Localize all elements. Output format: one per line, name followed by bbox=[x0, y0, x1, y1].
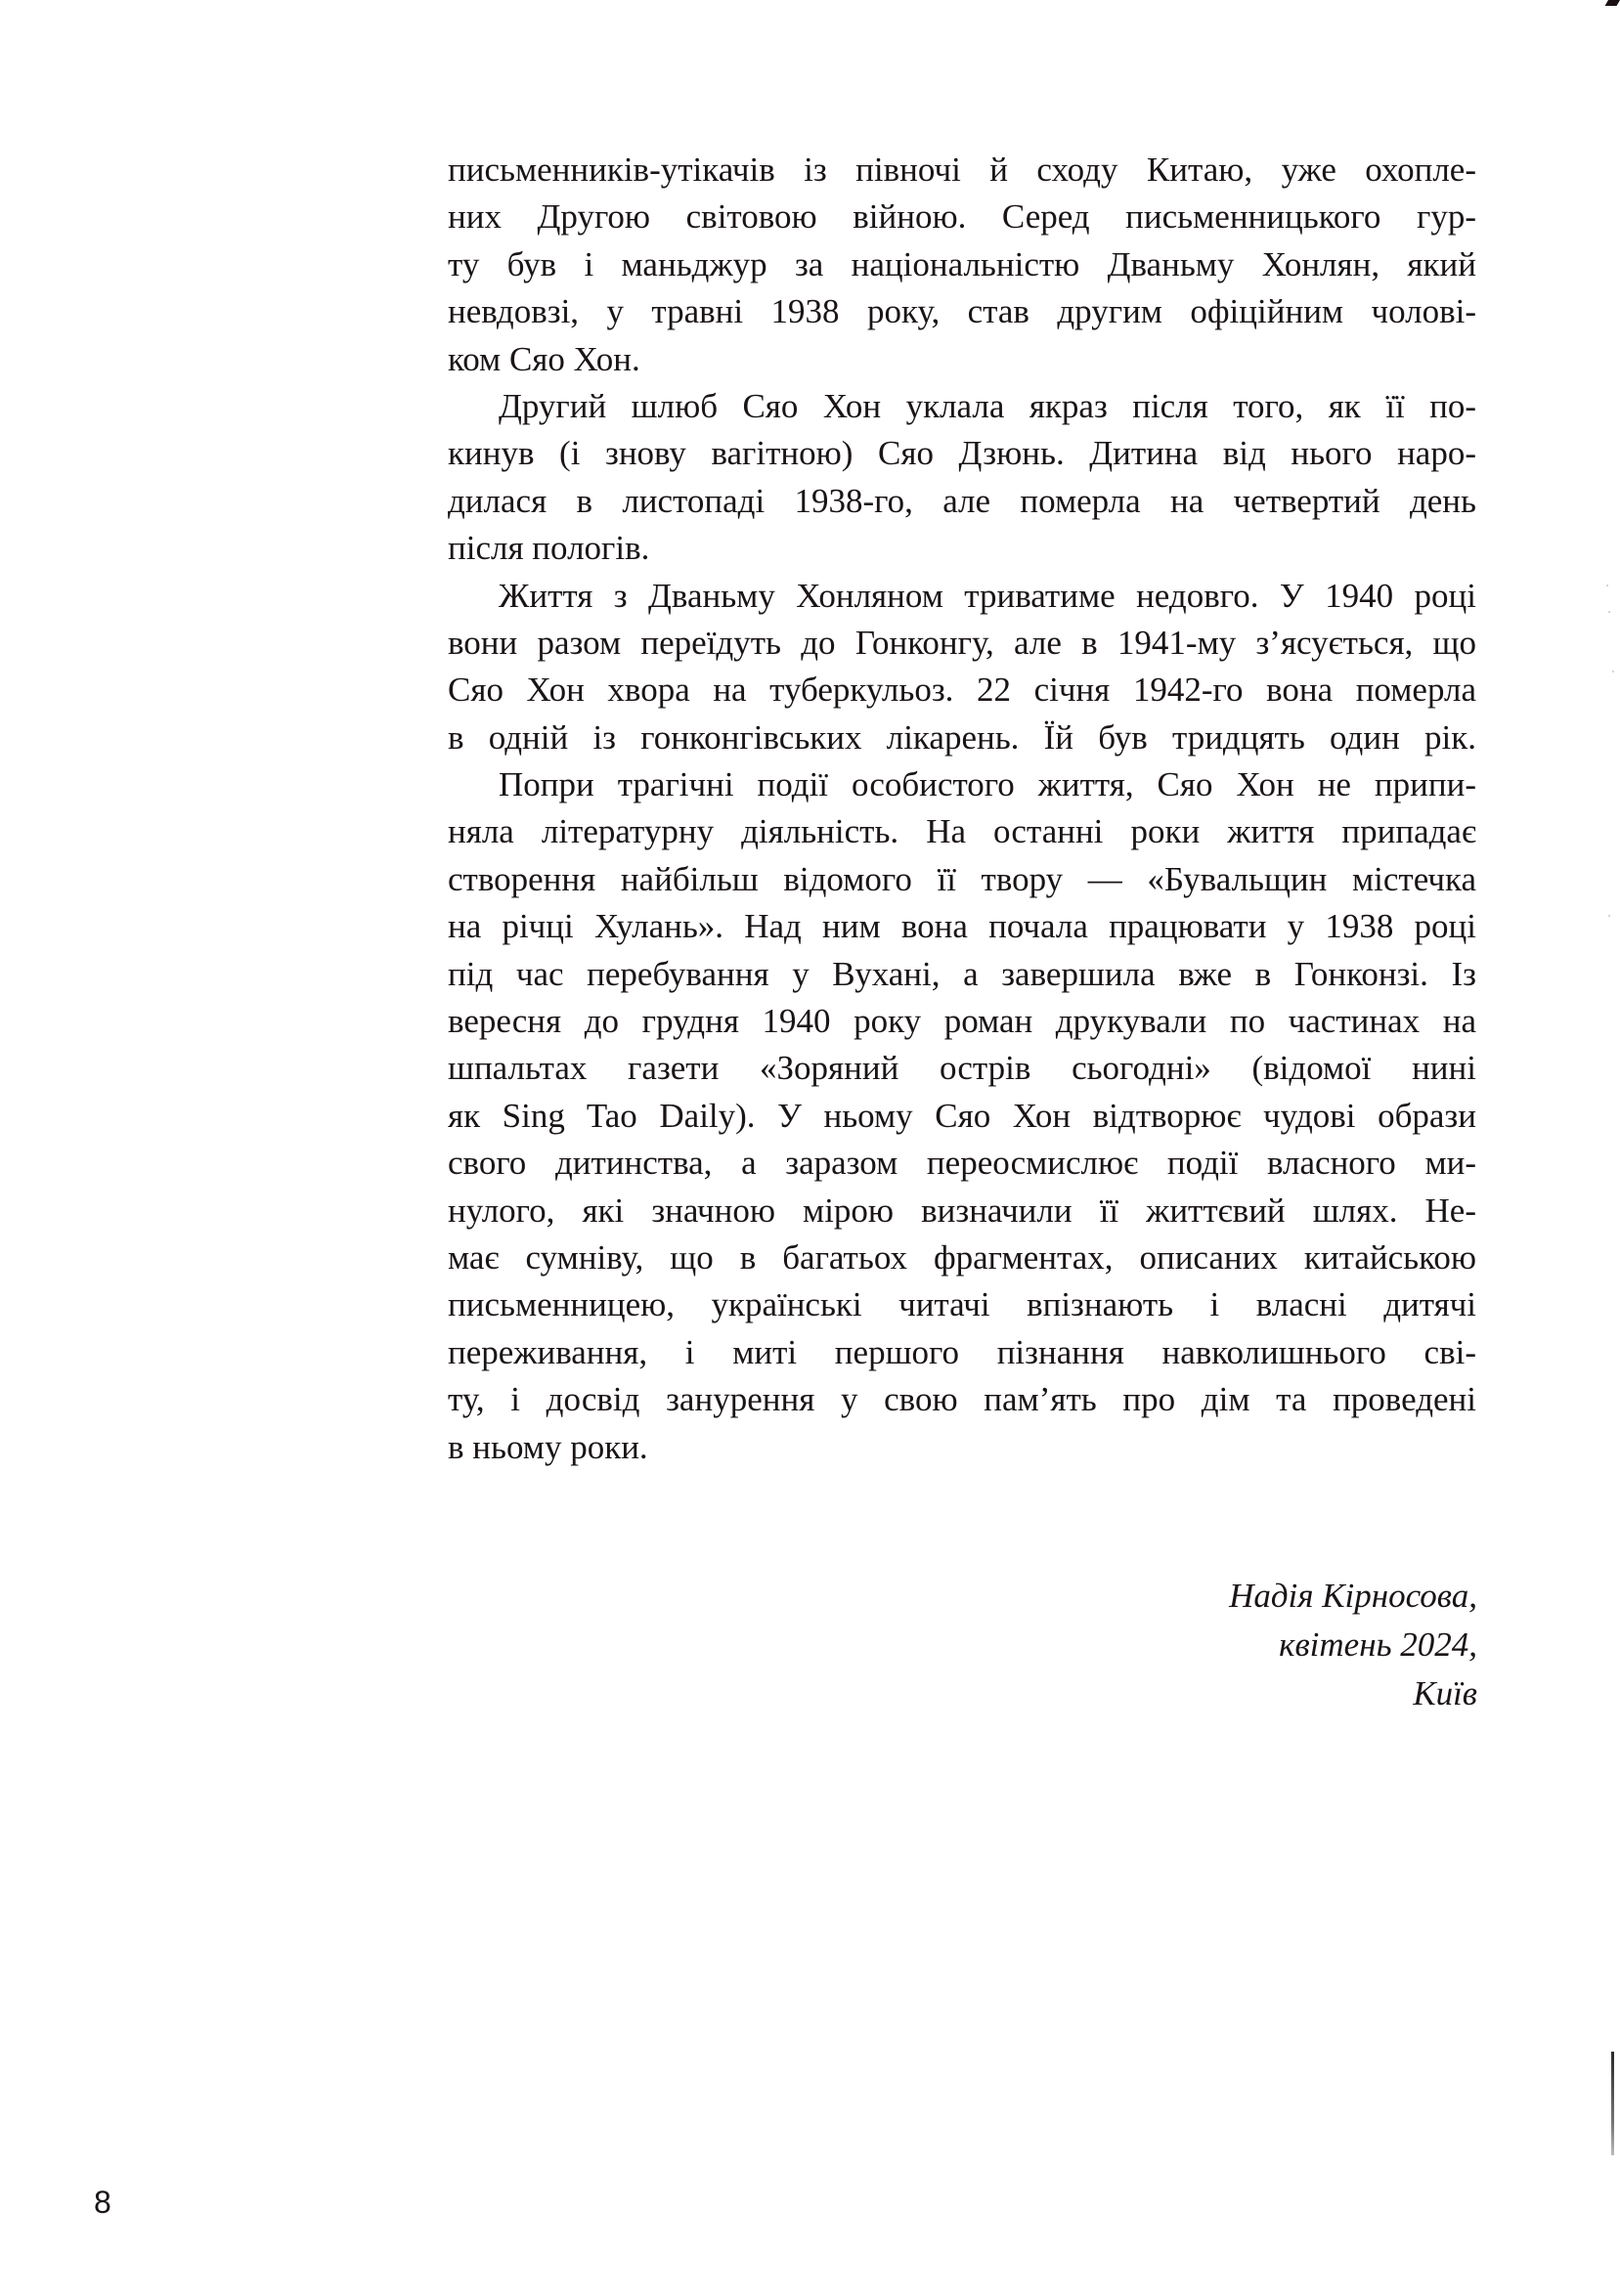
text-line bbox=[448, 761, 1476, 808]
text-line bbox=[448, 1045, 1476, 1092]
text-line bbox=[448, 903, 1476, 950]
text-line-content: ком Сяо Хон. bbox=[448, 339, 640, 378]
body-text bbox=[448, 147, 1476, 1471]
text-line bbox=[448, 998, 1476, 1045]
text-line bbox=[448, 1424, 1476, 1471]
text-line bbox=[448, 715, 1476, 761]
text-line bbox=[448, 430, 1476, 477]
text-line-content: на річці Хулань». Над ним вона почала працювати у 1938 році bbox=[448, 907, 1476, 946]
scan-speck bbox=[1606, 585, 1608, 586]
text-line bbox=[448, 147, 1476, 194]
text-line-content: невдовзі, у травні 1938 року, став другим офіційним чолові- bbox=[448, 292, 1476, 331]
text-line-content: Попри трагічні події особистого життя, Сяо Хон не припи- bbox=[499, 765, 1476, 804]
text-line-content: кинув (і знову вагітною) Сяо Дзюнь. Дитина від нього наро- bbox=[448, 434, 1476, 473]
text-line bbox=[448, 1188, 1476, 1235]
scan-speck bbox=[1608, 611, 1610, 613]
text-line-content: вони разом переїдуть до Гонконгу, але в 1941-му з’ясується, що bbox=[448, 623, 1476, 662]
text-line-content: шпальтах газети «Зоряний острів сьогодні» (відомої нині bbox=[448, 1049, 1476, 1088]
text-line bbox=[448, 856, 1476, 903]
text-line-content: під час перебування у Вухані, а завершила вже в Гонконзі. Із bbox=[448, 954, 1476, 993]
text-line-content: письменницею, українські читачі впізнають і власні дитячі bbox=[448, 1285, 1476, 1324]
signature-author: Надія Кірносова, bbox=[1229, 1577, 1477, 1615]
text-line-content: переживання, і миті першого пізнання навколишнього сві- bbox=[448, 1332, 1476, 1371]
text-line-content: письменників-утікачів із півночі й сходу Китаю, уже охопле- bbox=[448, 151, 1476, 189]
text-line bbox=[448, 1329, 1476, 1376]
page-number: 8 bbox=[94, 2185, 111, 2220]
text-line-content: після пологів. bbox=[448, 529, 650, 568]
text-line-content: створення найбільш відомого її твору — «Бувальщин містечка bbox=[448, 859, 1476, 898]
text-line-content: в ньому роки. bbox=[448, 1427, 648, 1466]
text-line-content: ту, і досвід занурення у свою пам’ять про дім та проведені bbox=[448, 1380, 1476, 1419]
text-line bbox=[448, 336, 1476, 383]
text-line-content: вересня до грудня 1940 року роман друкували по частинах на bbox=[448, 1002, 1476, 1041]
text-line bbox=[448, 667, 1476, 714]
text-line bbox=[448, 1376, 1476, 1423]
text-line-content: Життя з Дваньму Хонляном триватиме недовго. У 1940 році bbox=[499, 576, 1476, 615]
text-line-content: Сяо Хон хвора на туберкульоз. 22 січня 1942-го вона померла bbox=[448, 671, 1476, 710]
text-line bbox=[448, 1281, 1476, 1328]
scan-speck bbox=[1612, 671, 1614, 672]
text-line-content: няла літературну діяльність. На останні роки життя припадає bbox=[448, 812, 1476, 851]
text-line-content: них Другою світовою війною. Серед письменницького гур- bbox=[448, 197, 1476, 237]
text-line-content: як Sing Tao Daily). У ньому Сяо Хон відтворює чудові образи bbox=[448, 1096, 1476, 1135]
signature-place: Київ bbox=[1413, 1674, 1477, 1712]
text-line-content: має сумніву, що в багатьох фрагментах, описаних китайською bbox=[448, 1237, 1476, 1277]
text-line bbox=[448, 288, 1476, 335]
text-line bbox=[448, 525, 1476, 572]
scan-speck bbox=[1608, 915, 1610, 917]
text-line bbox=[448, 194, 1476, 240]
signature-block bbox=[1229, 1572, 1477, 1718]
text-line bbox=[448, 241, 1476, 288]
text-line-content: дилася в листопаді 1938-го, але померла на четвертий день bbox=[448, 481, 1476, 520]
text-line bbox=[448, 1093, 1476, 1140]
text-line bbox=[448, 478, 1476, 525]
text-line bbox=[448, 951, 1476, 998]
text-line bbox=[448, 383, 1476, 430]
scan-edge-line bbox=[1611, 2052, 1614, 2155]
scan-edge-mark bbox=[1605, 0, 1620, 6]
text-line bbox=[448, 573, 1476, 620]
text-line-content: Другий шлюб Сяо Хон уклала якраз після того, як її по- bbox=[499, 386, 1476, 425]
text-line bbox=[448, 808, 1476, 855]
text-line bbox=[448, 1235, 1476, 1281]
text-line-content: ту був і маньджур за національністю Дваньму Хонлян, який bbox=[448, 244, 1476, 283]
text-line bbox=[448, 1140, 1476, 1187]
text-line-content: нулого, які значною мірою визначили її життєвий шлях. Не- bbox=[448, 1191, 1476, 1230]
signature-date: квітень 2024, bbox=[1279, 1625, 1477, 1664]
text-line-content: в одній із гонконгівських лікарень. Їй був тридцять один рік. bbox=[448, 717, 1476, 757]
text-line bbox=[448, 620, 1476, 667]
text-line-content: свого дитинства, а заразом переосмислює події власного ми- bbox=[448, 1144, 1476, 1183]
